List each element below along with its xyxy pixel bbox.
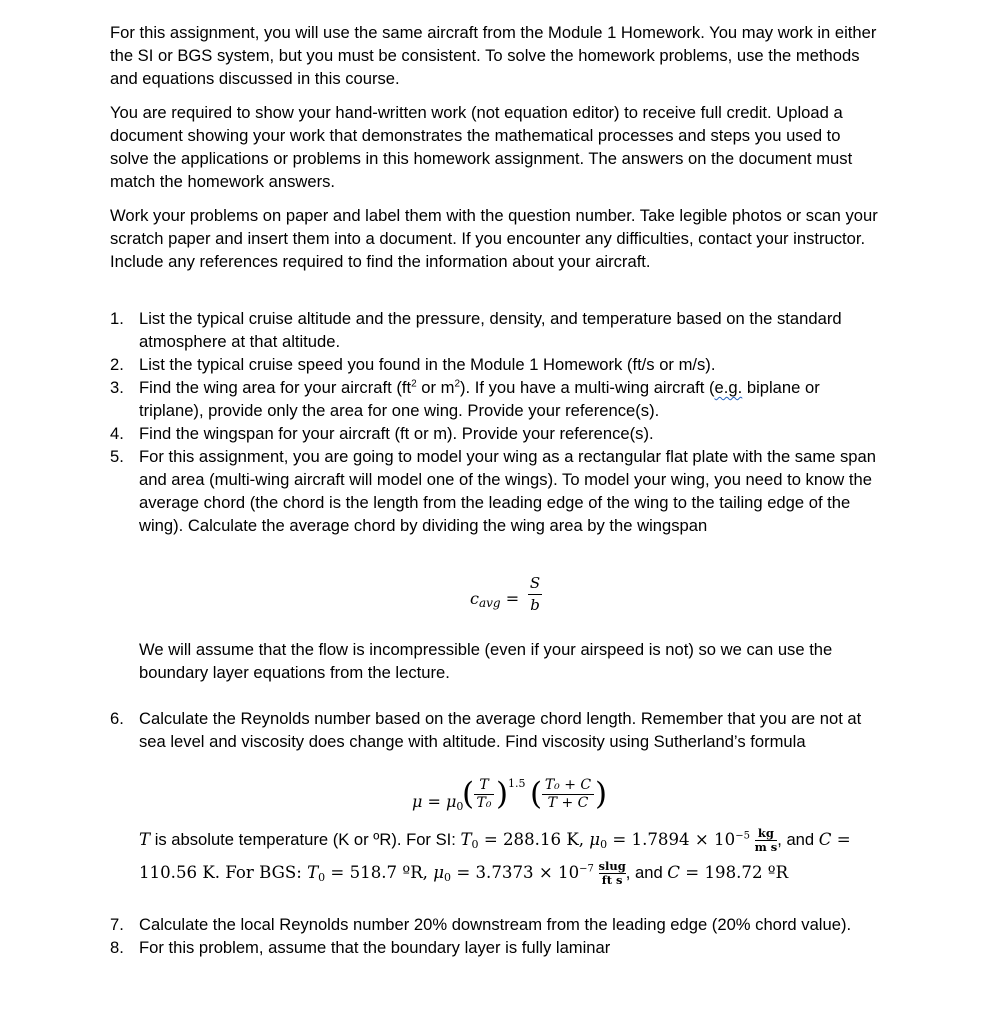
unit-fraction-slug-per-fts: slug ft s [598,859,626,887]
question-item-8 [110,936,880,959]
sutherland-constants-bgs: 110.56 K. For BGS: T0 = 518.7 ºR, $\mu 0 = 3.7373 \times 10^{-7}$ slug ft s , and C = 198.72 ºR [139,859,789,887]
question-item-5 [110,445,880,537]
question-text: List the typical cruise speed you found in the Module 1 Homework (ft/s or m/s). [139,355,716,374]
question-item-2 [110,353,880,376]
fraction-bar [528,594,542,595]
question-item-7 [110,913,880,936]
question-text: For this assignment, you are going to model your wing as a rectangular flat plate with the same span and area (multi-wing aircraft will model one of the wings). To model your wing, you need to know the average chord (the chord is the length from the leading edge of the wing to the tailing edge of the wing). Calculate the average chord by dividing the wing area by the wingspan [139,447,876,535]
question-text: Find the wingspan for your aircraft (ft or m). Provide your reference(s). [139,424,654,443]
question-item-3 [110,376,880,422]
question-number: 4. [110,424,124,443]
incompressible-note: We will assume that the flow is incompressible (even if your airspeed is not) so we can use the boundary layer equations from the lecture. [139,640,833,682]
sutherland-equation: μ = μ0 ( T T₀ ) 1.5 ( T₀ + C T + C ) [412,776,608,813]
question-number: 6. [110,709,124,728]
question-number: 8. [110,938,124,957]
question-item-1 [110,307,880,353]
unit-fraction-kg-per-ms: $\frac{kg}{\text{m s}}$ [754,826,778,854]
question-number: 3. [110,378,124,397]
question-list [110,913,880,959]
question-text: Calculate the Reynolds number based on the average chord length. Remember that you are not at sea level and viscosity does change with altitude. Find viscosity using Sutherland’s formula [139,709,862,751]
sutherland-constants-si: T is absolute temperature (K or ºR). For SI: T0 = 288.16 K, $\mu 0 = 1.7894 \times 10^{-5}$ $\frac{kg}{\text{m s}}$ , and C = [139,826,851,854]
instructions-paragraph: Work your problems on paper and label them with the question number. Take legible photos or scan your scratch paper and insert them into a document. If you encounter any difficulties, contact your instructor. Include any references required to find the information about your aircraft. [110,206,878,271]
fraction-numerator: S [529,574,541,592]
question-number: 2. [110,355,124,374]
question-text: List the typical cruise altitude and the pressure, density, and temperature based on the standard atmosphere at that altitude. [139,309,842,351]
question-text: Calculate the local Reynolds number 20% downstream from the leading edge (20% chord value). [139,915,852,934]
fraction-denominator: b [530,596,540,614]
question-number: 7. [110,915,124,934]
question-number: 1. [110,309,124,328]
spellcheck-squiggle: e.g. [714,378,743,397]
handwritten-work-paragraph: You are required to show your hand-written work (not equation editor) to receive full credit. Upload a document showing your work that demonstrates the mathematical processes and steps you used to solve the applications or problems in this homework assignment. The answers on the document must match the homework answers. [110,103,853,191]
question-number: 5. [110,447,124,466]
question-text: For this problem, assume that the boundary layer is fully laminar [139,938,611,957]
question-list [110,707,880,753]
question-item-6 [110,707,880,753]
question-text: Find the wing area for your aircraft ($ft^2$ or $m^2$). If you have a multi-wing aircraft (e.g. biplane or triplane), provide only the area for one wing. Provide your reference(s). [139,378,820,420]
question-item-4 [110,422,880,445]
intro-paragraph: For this assignment, you will use the same aircraft from the Module 1 Homework. You may work in either the SI or BGS system, but you must be consistent. To solve the homework problems, use the methods and equations discussed in this course. [110,23,877,88]
question-list [110,307,880,537]
